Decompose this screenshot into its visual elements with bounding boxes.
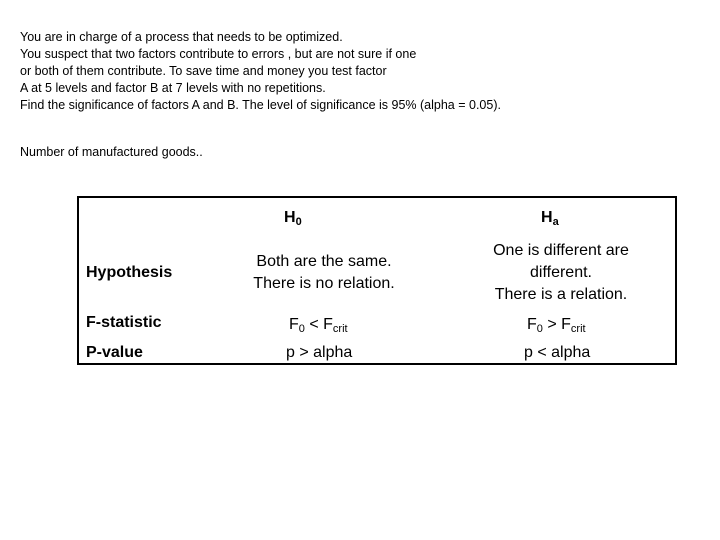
problem-line: You are in charge of a process that needs to be optimized. [20,30,343,44]
fstat-ha-op: > F [542,316,571,333]
fstat-ha [527,314,586,336]
problem-line: Find the significance of factors A and B. The level of significance is 95% (alpha = 0.05). [20,98,501,112]
row-label-pvalue: P-value [86,344,143,361]
row-label-hypothesis: Hypothesis [86,264,173,281]
fstat-ha-f: F [527,316,537,333]
header-h0-main: H [284,209,296,226]
hypothesis-ha-line: There is a relation. [494,286,628,303]
fstat-h0-sub0: 0 [298,323,305,335]
hypothesis-table [77,196,677,365]
hypothesis-h0-line: There is no relation. [253,275,395,292]
header-ha-main: H [541,209,553,226]
data-note: Number of manufactured goods.. [20,145,203,159]
problem-statement [20,29,700,114]
problem-line: A at 5 levels and factor B at 7 levels with no repetitions. [20,81,326,95]
hypothesis-ha-text [461,240,661,306]
hypothesis-h0-text [224,251,424,295]
row-label-fstatistic: F-statistic [86,314,162,331]
fstat-h0-f: F [289,316,299,333]
hypothesis-ha-line: different. [530,264,592,281]
fstat-ha-sub0: 0 [536,323,543,335]
hypothesis-ha-line: One is different are [493,242,629,259]
pvalue-ha: p < alpha [524,344,591,361]
header-ha [541,207,559,229]
header-h0 [284,207,302,229]
pvalue-h0: p > alpha [286,344,353,361]
problem-line: You suspect that two factors contribute to errors , but are not sure if one [20,47,417,61]
header-ha-sub: a [552,216,559,228]
fstat-h0-sub1: crit [332,323,348,335]
fstat-h0 [289,314,348,336]
hypothesis-h0-line: Both are the same. [256,253,392,270]
problem-line: or both of them contribute. To save time and money you test factor [20,64,387,78]
fstat-h0-op: < F [304,316,333,333]
fstat-ha-sub1: crit [570,323,586,335]
header-h0-sub: 0 [295,216,302,228]
